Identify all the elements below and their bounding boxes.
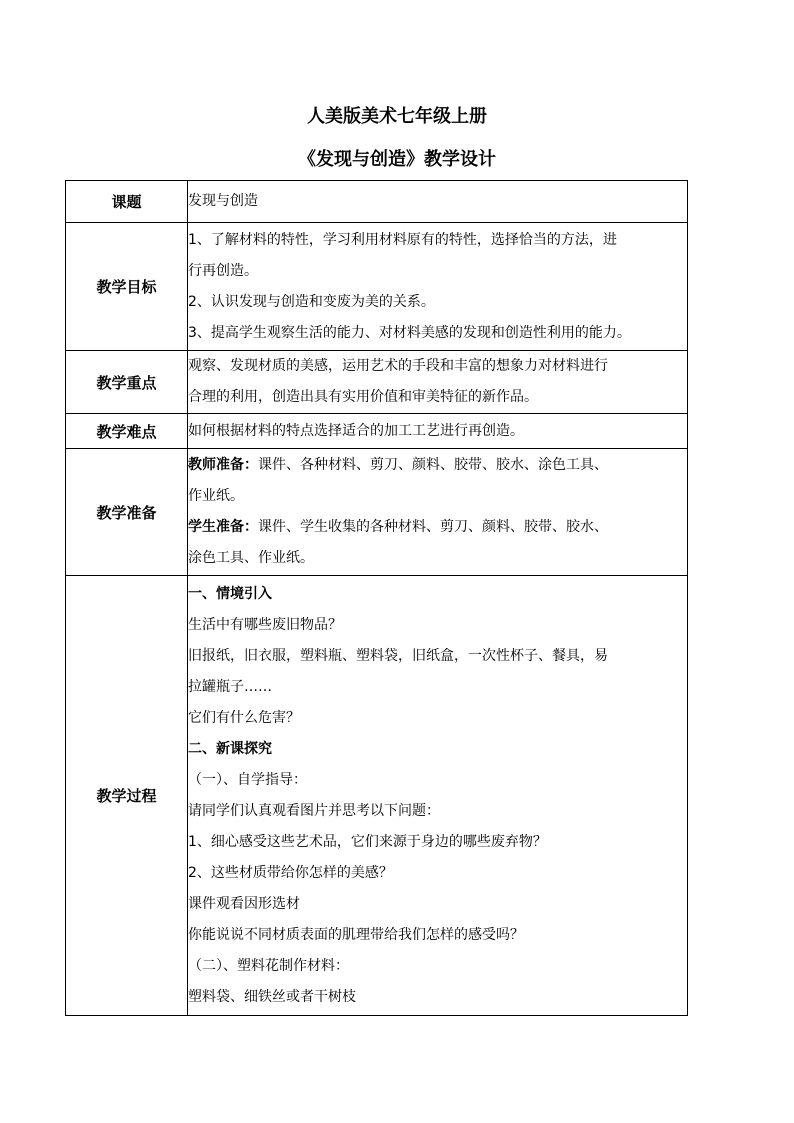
process-line: 它们有什么危害？ [188, 709, 300, 726]
label-topic: 课题 [66, 181, 188, 223]
process-line: （一）、自学指导： [188, 771, 307, 788]
value-objectives [188, 223, 688, 351]
student-preparation-label: 学生准备： [188, 519, 258, 535]
process-line: 请同学们认真观看图片并思考以下问题： [188, 802, 440, 819]
student-preparation-text: 课件、学生收集的各种材料、剪刀、颜料、胶带、胶水、 [258, 519, 608, 535]
process-line: 你能说说不同材质表面的肌理带给我们怎样的感受吗？ [188, 926, 524, 943]
value-key-points [188, 351, 688, 414]
teacher-preparation-line [188, 450, 687, 481]
process-line: 生活中有哪些废旧物品？ [188, 616, 342, 633]
process-line: 2、这些材质带给你怎样的美感？ [188, 864, 393, 881]
teacher-preparation-line-2: 作业纸。 [188, 488, 244, 504]
objective-line: 行再创造。 [188, 262, 258, 279]
difficulty-line: 如何根据材料的特点选择适合的加工工艺进行再创造。 [188, 422, 524, 439]
process-heading: 二、新课探究 [188, 740, 272, 757]
row-topic [66, 181, 688, 223]
row-process [66, 576, 688, 1016]
label-key-points: 教学重点 [66, 351, 188, 414]
process-line: 旧报纸，旧衣服，塑料瓶、塑料袋，旧纸盒，一次性杯子、餐具，易 [188, 647, 608, 664]
key-point-line: 合理的利用，创造出具有实用价值和审美特征的新作品。 [188, 389, 538, 405]
process-heading: 一、情境引入 [188, 585, 272, 602]
value-difficulties [188, 414, 688, 449]
topic-text: 发现与创造 [188, 193, 258, 209]
row-objectives [66, 223, 688, 351]
label-objectives: 教学目标 [66, 223, 188, 351]
process-line: 拉罐瓶子…… [188, 678, 272, 695]
document-subtitle: 《发现与创造》教学设计 [298, 149, 496, 170]
value-preparation [188, 449, 688, 576]
row-difficulties [66, 414, 688, 449]
lesson-plan-table [65, 180, 688, 1016]
process-line: 1、细心感受这些艺术品，它们来源于身边的哪些废弃物？ [188, 833, 547, 850]
objective-line: 2、认识发现与创造和变废为美的关系。 [188, 293, 435, 310]
value-topic [188, 181, 688, 223]
row-preparation [66, 449, 688, 576]
document-title: 人美版美术七年级上册 [307, 106, 487, 127]
label-preparation: 教学准备 [66, 449, 188, 576]
row-key-points [66, 351, 688, 414]
label-difficulties: 教学难点 [66, 414, 188, 449]
student-preparation-line-2: 涂色工具、作业纸。 [188, 550, 314, 566]
teacher-preparation-text: 课件、各种材料、剪刀、颜料、胶带、胶水、涂色工具、 [258, 457, 608, 473]
value-process [188, 576, 688, 1016]
process-line: 课件观看因形选材 [188, 895, 300, 912]
label-process: 教学过程 [66, 576, 188, 1016]
student-preparation-line [188, 512, 687, 543]
objective-line: 3、提高学生观察生活的能力、对材料美感的发现和创造性利用的能力。 [188, 324, 631, 341]
teacher-preparation-label: 教师准备： [188, 457, 258, 473]
objective-line: 1、了解材料的特性，学习利用材料原有的特性，选择恰当的方法，进 [188, 231, 617, 248]
key-point-line: 观察、发现材质的美感，运用艺术的手段和丰富的想象力对材料进行 [188, 358, 608, 374]
process-line: 塑料袋、细铁丝或者干树枝 [188, 988, 356, 1005]
process-line: （二）、塑料花制作材料： [188, 957, 349, 974]
